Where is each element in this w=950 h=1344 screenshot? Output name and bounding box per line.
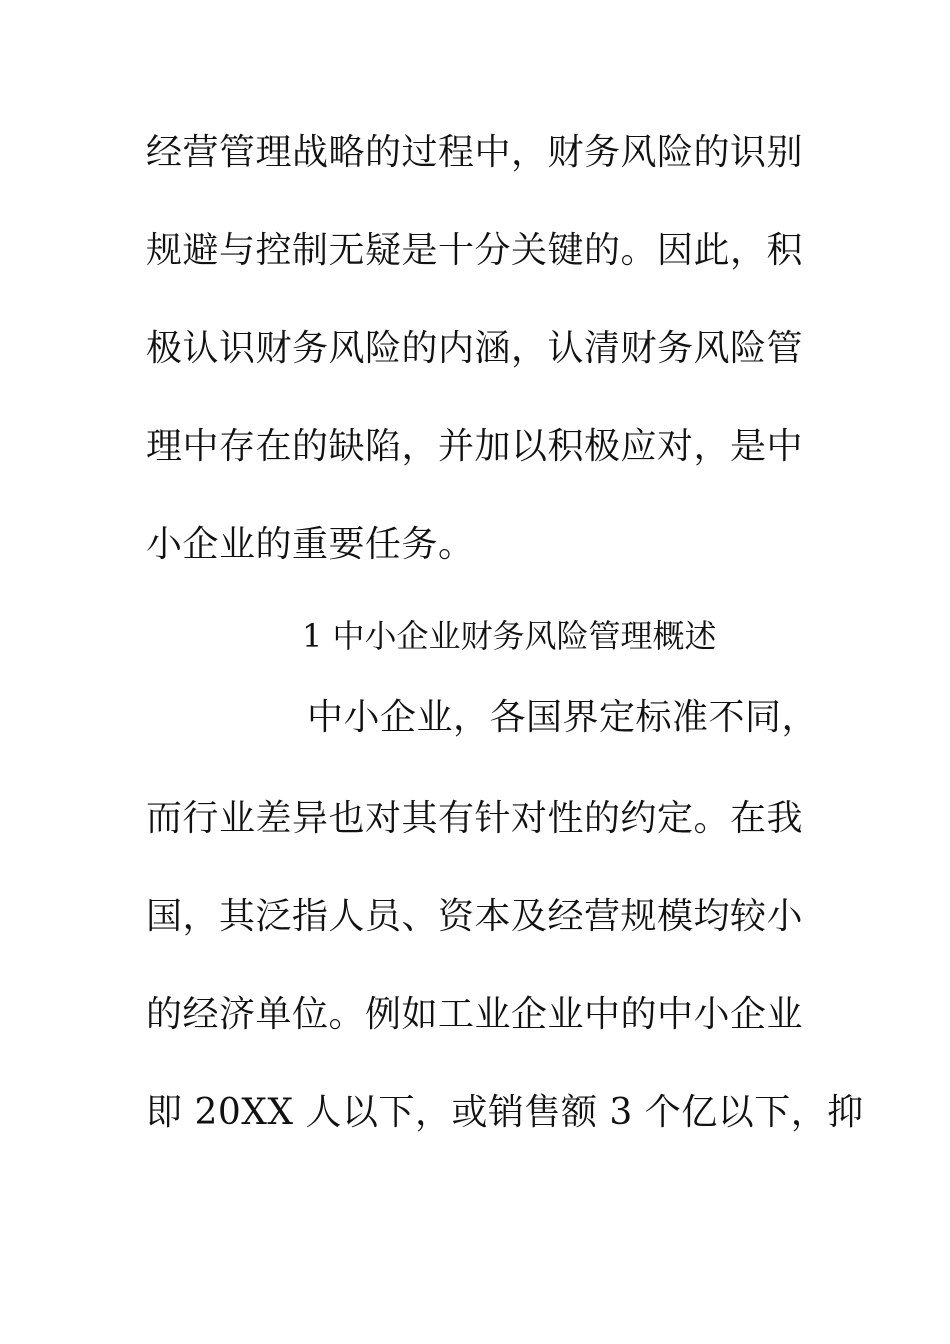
body-text-line: 经营管理战略的过程中，财务风险的识别	[146, 132, 804, 173]
body-text-line: 的经济单位。例如工业企业中的中小企业	[146, 994, 804, 1035]
body-text-line: 理中存在的缺陷，并加以积极应对，是中	[146, 426, 804, 467]
body-text-line: 极认识财务风险的内涵，认清财务风险管	[146, 328, 804, 369]
section-heading: 1 中小企业财务风险管理概述	[302, 617, 717, 655]
body-text-line: 中小企业，各国界定标准不同，	[307, 697, 819, 738]
body-text-line: 即 20XX 人以下，或销售额 3 个亿以下，抑	[146, 1092, 864, 1133]
body-text-line: 而行业差异也对其有针对性的约定。在我	[146, 798, 804, 839]
body-text-line: 国，其泛指人员、资本及经营规模均较小	[146, 896, 804, 937]
body-text-line: 规避与控制无疑是十分关键的。因此，积	[146, 230, 804, 271]
body-text-line: 小企业的重要任务。	[146, 524, 475, 565]
